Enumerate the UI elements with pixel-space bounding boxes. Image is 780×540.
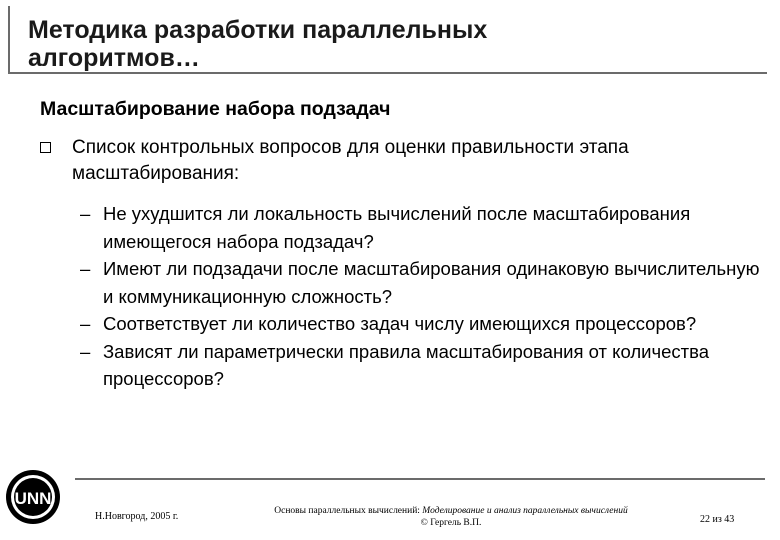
list-item-text: Соответствует ли количество задач числу имеющихся процессоров? (103, 313, 697, 334)
list-item (80, 310, 760, 338)
slide-title-line-2: алгоритмов… (28, 44, 200, 72)
question-list (80, 200, 760, 393)
list-item (80, 255, 760, 310)
footer-course (258, 505, 644, 540)
title-bar (8, 6, 767, 74)
footer-author: © Гергель В.П. (420, 518, 482, 528)
logo-letters: UNN (14, 489, 52, 508)
dash-marker: – (80, 203, 91, 224)
footer-course-plain: Основы параллельных вычислений: (274, 506, 423, 516)
list-item-text: Имеют ли подзадачи после масштабирования одинаковую вычислительную и коммуникационную сложность? (103, 258, 760, 307)
dash-marker: – (80, 258, 91, 279)
page-number: 22 из 43 (700, 514, 735, 525)
footer-location: Н.Новгород, 2005 г. (95, 511, 179, 522)
checkbox-bullet-icon (40, 142, 51, 153)
list-item-text: Не ухудшится ли локальность вычислений после масштабирования имеющегося набора подзадач? (103, 203, 691, 252)
list-item-text: Зависят ли параметрически правила масштабирования от количества процессоров? (103, 340, 710, 389)
slide-title (28, 16, 487, 72)
section-subtitle: Масштабирование набора подзадач (40, 98, 391, 120)
unn-logo-icon (4, 468, 62, 526)
footer-course-italic: Моделирование и анализ параллельных вычислений (422, 506, 628, 516)
list-item (80, 338, 760, 393)
slide-title-line-1: Методика разработки параллельных (28, 16, 488, 44)
list-item (80, 200, 760, 255)
dash-marker: – (80, 340, 91, 362)
main-bullet (40, 135, 760, 187)
footer-divider (75, 478, 765, 480)
main-bullet-text: Список контрольных вопросов для оценки правильности этапа масштабирования: (72, 137, 629, 184)
dash-marker: – (80, 313, 91, 334)
